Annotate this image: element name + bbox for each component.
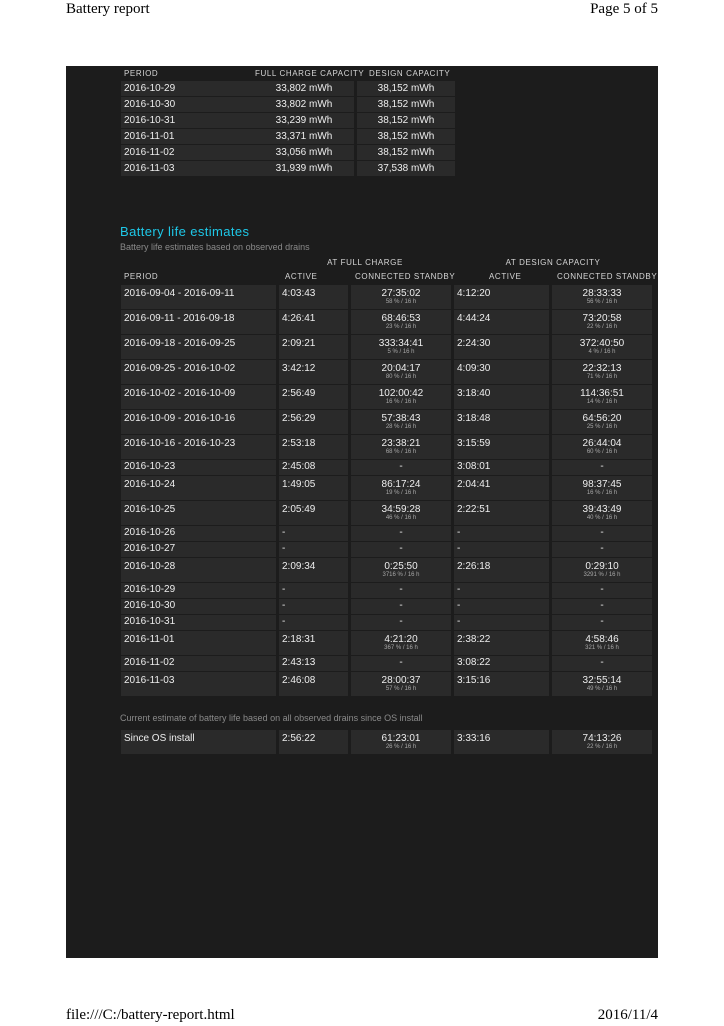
active-full-cell xyxy=(279,656,348,671)
active-full-cell xyxy=(279,631,348,655)
standby-full-cell xyxy=(351,672,451,696)
active-full-cell xyxy=(279,615,348,630)
standby-full-value: 86:17:24 xyxy=(381,479,421,490)
standby-full-percent: 16 % / 16 h xyxy=(385,399,417,405)
period-cell: 2016-10-29 xyxy=(121,81,254,96)
table-row xyxy=(121,335,652,359)
standby-design-value: 98:37:45 xyxy=(582,479,622,490)
active-full-value: 2:09:34 xyxy=(282,561,316,572)
table-row xyxy=(121,310,652,334)
period-cell xyxy=(121,526,276,541)
standby-design-value: - xyxy=(600,527,604,538)
full-charge-cell: 33,371 mWh xyxy=(254,129,354,144)
period-text: 2016-10-02 - 2016-10-09 xyxy=(124,388,236,399)
period-text: 2016-10-24 xyxy=(124,479,176,490)
col-active-full: ACTIVE xyxy=(285,272,318,281)
standby-full-cell xyxy=(351,385,451,409)
col-design-capacity: DESIGN CAPACITY xyxy=(369,69,451,78)
standby-design-percent: 22 % / 16 h xyxy=(586,324,618,330)
active-design-cell xyxy=(454,526,549,541)
period-text: Since OS install xyxy=(124,733,195,744)
active-full-value: - xyxy=(282,616,286,627)
group-at-full-charge: AT FULL CHARGE xyxy=(327,258,403,267)
standby-full-cell xyxy=(351,730,451,754)
period-text: 2016-11-02 xyxy=(124,657,175,668)
standby-design-value: 39:43:49 xyxy=(582,504,622,515)
standby-full-cell xyxy=(351,410,451,434)
standby-design-cell xyxy=(552,360,652,384)
standby-full-value: 34:59:28 xyxy=(381,504,421,515)
active-full-cell xyxy=(279,672,348,696)
period-cell xyxy=(121,558,276,582)
col-standby-design: CONNECTED STANDBY xyxy=(557,272,658,281)
period-text: 2016-10-26 xyxy=(124,527,176,538)
table-row xyxy=(121,656,652,671)
standby-full-cell xyxy=(351,285,451,309)
col-period: PERIOD xyxy=(124,69,159,78)
active-design-value: 4:12:20 xyxy=(457,288,491,299)
capacity-history-table xyxy=(121,66,456,177)
table-row xyxy=(121,285,652,309)
table-row xyxy=(121,460,652,475)
standby-full-cell xyxy=(351,360,451,384)
active-full-cell xyxy=(279,410,348,434)
full-charge-cell: 33,802 mWh xyxy=(254,97,354,112)
print-header xyxy=(0,0,724,20)
standby-design-value: 26:44:04 xyxy=(582,438,622,449)
standby-design-percent: 22 % / 16 h xyxy=(586,744,618,750)
period-text: 2016-11-01 xyxy=(124,634,175,645)
active-full-cell xyxy=(279,385,348,409)
table-row xyxy=(121,615,652,630)
full-charge-cell: 33,239 mWh xyxy=(254,113,354,128)
file-url: file:///C:/battery-report.html xyxy=(66,1007,235,1023)
standby-design-cell xyxy=(552,460,652,475)
active-design-cell xyxy=(454,285,549,309)
active-design-cell xyxy=(454,542,549,557)
standby-full-value: 23:38:21 xyxy=(381,438,421,449)
standby-design-value: 28:33:33 xyxy=(582,288,622,299)
standby-design-cell xyxy=(552,526,652,541)
standby-design-value: 73:20:58 xyxy=(582,313,622,324)
section-title: Battery life estimates xyxy=(120,224,250,239)
standby-design-value: - xyxy=(600,461,604,472)
standby-design-cell xyxy=(552,615,652,630)
period-cell xyxy=(121,360,276,384)
table-row xyxy=(121,583,652,598)
table-row xyxy=(121,558,652,582)
active-design-value: 3:15:59 xyxy=(457,438,491,449)
standby-design-cell xyxy=(552,656,652,671)
standby-full-value: 27:35:02 xyxy=(381,288,421,299)
table-row xyxy=(121,81,456,96)
standby-full-value: 333:34:41 xyxy=(378,338,424,349)
active-full-value: 2:09:21 xyxy=(282,338,316,349)
table-row xyxy=(121,360,652,384)
active-full-cell xyxy=(279,460,348,475)
period-cell: 2016-10-31 xyxy=(121,113,254,128)
active-full-cell xyxy=(279,526,348,541)
period-cell xyxy=(121,631,276,655)
table-row xyxy=(121,730,652,754)
standby-design-percent: 40 % / 16 h xyxy=(586,515,618,521)
active-full-cell xyxy=(279,599,348,614)
table-row xyxy=(121,410,652,434)
standby-full-cell xyxy=(351,631,451,655)
active-design-value: 2:24:30 xyxy=(457,338,491,349)
active-full-value: 2:56:49 xyxy=(282,388,316,399)
active-design-value: 2:38:22 xyxy=(457,634,491,645)
period-text: 2016-09-11 - 2016-09-18 xyxy=(124,313,235,324)
period-cell xyxy=(121,672,276,696)
period-cell xyxy=(121,285,276,309)
active-design-cell xyxy=(454,476,549,500)
active-design-value: 3:15:16 xyxy=(457,675,491,686)
standby-design-percent: 16 % / 16 h xyxy=(586,490,618,496)
active-full-cell xyxy=(279,435,348,459)
standby-full-cell xyxy=(351,476,451,500)
standby-full-cell xyxy=(351,656,451,671)
standby-design-cell xyxy=(552,310,652,334)
active-design-cell xyxy=(454,558,549,582)
standby-full-percent: 28 % / 16 h xyxy=(385,424,417,430)
standby-design-percent: 56 % / 16 h xyxy=(586,299,618,305)
active-full-value: - xyxy=(282,600,286,611)
standby-full-cell xyxy=(351,501,451,525)
active-full-value: 2:53:18 xyxy=(282,438,316,449)
table-row xyxy=(121,672,652,696)
os-estimate-note: Current estimate of battery life based on all observed drains since OS install xyxy=(120,713,423,723)
table-row xyxy=(121,599,652,614)
table-row xyxy=(121,501,652,525)
print-date: 2016/11/4 xyxy=(597,1007,658,1023)
standby-design-cell xyxy=(552,672,652,696)
active-full-value: 2:45:08 xyxy=(282,461,316,472)
period-cell xyxy=(121,542,276,557)
period-cell xyxy=(121,615,276,630)
period-text: 2016-11-03 xyxy=(124,675,175,686)
table-row xyxy=(121,476,652,500)
active-design-cell xyxy=(454,730,549,754)
active-design-cell xyxy=(454,310,549,334)
period-text: 2016-09-25 - 2016-10-02 xyxy=(124,363,236,374)
standby-design-value: 0:29:10 xyxy=(585,561,619,572)
standby-full-value: 28:00:37 xyxy=(381,675,421,686)
active-full-cell xyxy=(279,558,348,582)
period-cell: 2016-10-30 xyxy=(121,97,254,112)
active-full-cell xyxy=(279,730,348,754)
standby-full-value: 68:46:53 xyxy=(381,313,421,324)
active-design-cell xyxy=(454,672,549,696)
period-text: 2016-10-31 xyxy=(124,616,176,627)
full-charge-cell: 31,939 mWh xyxy=(254,161,354,176)
active-design-cell xyxy=(454,583,549,598)
active-full-cell xyxy=(279,285,348,309)
standby-design-cell xyxy=(552,501,652,525)
active-design-value: 2:22:51 xyxy=(457,504,491,515)
col-active-design: ACTIVE xyxy=(489,272,522,281)
standby-full-percent: 58 % / 16 h xyxy=(385,299,417,305)
col-standby-full: CONNECTED STANDBY xyxy=(355,272,456,281)
active-design-value: 2:04:41 xyxy=(457,479,491,490)
standby-design-value: - xyxy=(600,543,604,554)
standby-design-percent: 321 % / 16 h xyxy=(585,645,619,651)
design-capacity-cell: 38,152 mWh xyxy=(357,145,455,160)
standby-design-percent: 4 % / 16 h xyxy=(588,349,616,355)
standby-full-value: - xyxy=(399,657,403,668)
active-full-value: 2:56:29 xyxy=(282,413,316,424)
period-cell xyxy=(121,385,276,409)
active-full-cell xyxy=(279,501,348,525)
period-cell xyxy=(121,583,276,598)
active-full-value: - xyxy=(282,527,286,538)
standby-design-cell xyxy=(552,542,652,557)
standby-full-percent: 23 % / 16 h xyxy=(385,324,417,330)
standby-full-value: 57:38:43 xyxy=(381,413,421,424)
standby-full-cell xyxy=(351,615,451,630)
period-cell xyxy=(121,335,276,359)
standby-design-cell xyxy=(552,558,652,582)
full-charge-cell: 33,802 mWh xyxy=(254,81,354,96)
standby-design-cell xyxy=(552,583,652,598)
active-design-cell xyxy=(454,656,549,671)
active-full-cell xyxy=(279,542,348,557)
active-design-value: - xyxy=(457,527,461,538)
period-text: 2016-10-09 - 2016-10-16 xyxy=(124,413,236,424)
period-text: 2016-10-16 - 2016-10-23 xyxy=(124,438,236,449)
table-row xyxy=(121,97,456,112)
col-period: PERIOD xyxy=(124,272,159,281)
period-text: 2016-10-27 xyxy=(124,543,176,554)
table-row xyxy=(121,542,652,557)
standby-design-value: - xyxy=(600,657,604,668)
standby-design-value: 372:40:50 xyxy=(579,338,625,349)
report-title: Battery report xyxy=(66,1,150,17)
active-full-cell xyxy=(279,476,348,500)
period-cell xyxy=(121,501,276,525)
active-full-cell xyxy=(279,310,348,334)
table-row xyxy=(121,145,456,160)
standby-design-value: 74:13:26 xyxy=(582,733,622,744)
period-cell xyxy=(121,460,276,475)
standby-full-percent: 68 % / 16 h xyxy=(385,449,417,455)
active-full-value: - xyxy=(282,543,286,554)
standby-design-percent: 71 % / 16 h xyxy=(586,374,618,380)
standby-full-cell xyxy=(351,460,451,475)
period-cell xyxy=(121,435,276,459)
standby-design-value: 4:58:46 xyxy=(585,634,619,645)
standby-design-value: 22:32:13 xyxy=(582,363,622,374)
period-cell: 2016-11-02 xyxy=(121,145,254,160)
standby-full-value: - xyxy=(399,527,403,538)
table-row xyxy=(121,435,652,459)
standby-design-value: 114:36:51 xyxy=(580,388,624,399)
active-full-value: 4:26:41 xyxy=(282,313,316,324)
standby-design-percent: 25 % / 16 h xyxy=(586,424,618,430)
standby-full-value: - xyxy=(399,616,403,627)
period-cell xyxy=(121,730,276,754)
active-design-value: - xyxy=(457,616,461,627)
active-design-value: 3:18:48 xyxy=(457,413,491,424)
standby-full-cell xyxy=(351,335,451,359)
standby-full-cell xyxy=(351,526,451,541)
page-number: Page 5 of 5 xyxy=(590,1,658,17)
standby-design-cell xyxy=(552,335,652,359)
standby-design-cell xyxy=(552,476,652,500)
standby-design-value: - xyxy=(600,584,604,595)
active-full-value: 2:43:13 xyxy=(282,657,316,668)
active-design-cell xyxy=(454,435,549,459)
standby-design-percent: 3291 % / 16 h xyxy=(583,572,621,578)
active-full-cell xyxy=(279,583,348,598)
active-design-cell xyxy=(454,335,549,359)
standby-full-value: 102:00:42 xyxy=(378,388,424,399)
standby-design-cell xyxy=(552,730,652,754)
standby-design-cell xyxy=(552,285,652,309)
period-cell xyxy=(121,310,276,334)
standby-full-percent: 19 % / 16 h xyxy=(385,490,417,496)
standby-full-percent: 26 % / 16 h xyxy=(385,744,417,750)
period-cell xyxy=(121,656,276,671)
table-row xyxy=(121,526,652,541)
design-capacity-cell: 38,152 mWh xyxy=(357,129,455,144)
standby-full-cell xyxy=(351,542,451,557)
period-text: 2016-10-28 xyxy=(124,561,176,572)
active-full-value: 3:42:12 xyxy=(282,363,316,374)
since-os-install-table xyxy=(121,730,652,755)
standby-design-percent: 60 % / 16 h xyxy=(586,449,618,455)
standby-full-value: 61:23:01 xyxy=(381,733,421,744)
active-design-value: 4:44:24 xyxy=(457,313,491,324)
standby-design-cell xyxy=(552,385,652,409)
period-cell xyxy=(121,476,276,500)
active-full-value: 1:49:05 xyxy=(282,479,316,490)
period-cell: 2016-11-03 xyxy=(121,161,254,176)
active-design-cell xyxy=(454,615,549,630)
standby-full-value: - xyxy=(399,600,403,611)
design-capacity-cell: 37,538 mWh xyxy=(357,161,455,176)
standby-design-cell xyxy=(552,410,652,434)
active-design-cell xyxy=(454,410,549,434)
active-full-cell xyxy=(279,335,348,359)
period-text: 2016-09-18 - 2016-09-25 xyxy=(124,338,236,349)
capacity-table-header xyxy=(121,66,456,81)
standby-full-percent: 367 % / 16 h xyxy=(384,645,418,651)
period-cell xyxy=(121,599,276,614)
battery-life-table xyxy=(121,285,652,697)
section-subtitle: Battery life estimates based on observed drains xyxy=(120,242,310,252)
active-full-value: 4:03:43 xyxy=(282,288,316,299)
period-text: 2016-10-29 xyxy=(124,584,176,595)
active-design-value: - xyxy=(457,584,461,595)
active-full-value: 2:05:49 xyxy=(282,504,316,515)
design-capacity-cell: 38,152 mWh xyxy=(357,113,455,128)
table-row xyxy=(121,161,456,176)
active-full-value: 2:56:22 xyxy=(282,733,316,744)
active-full-cell xyxy=(279,360,348,384)
standby-full-value: - xyxy=(399,543,403,554)
standby-design-value: 32:55:14 xyxy=(582,675,622,686)
table-row xyxy=(121,385,652,409)
design-capacity-cell: 38,152 mWh xyxy=(357,97,455,112)
active-design-value: 3:33:16 xyxy=(457,733,491,744)
active-design-value: 3:08:01 xyxy=(457,461,491,472)
standby-full-percent: 46 % / 16 h xyxy=(385,515,417,521)
period-cell xyxy=(121,410,276,434)
active-design-cell xyxy=(454,501,549,525)
active-design-cell xyxy=(454,460,549,475)
table-row xyxy=(121,113,456,128)
standby-full-percent: 3716 % / 16 h xyxy=(382,572,420,578)
active-design-cell xyxy=(454,631,549,655)
standby-full-cell xyxy=(351,558,451,582)
standby-design-percent: 14 % / 16 h xyxy=(586,399,618,405)
standby-full-cell xyxy=(351,599,451,614)
full-charge-cell: 33,056 mWh xyxy=(254,145,354,160)
standby-full-value: 20:04:17 xyxy=(381,363,421,374)
standby-full-percent: 80 % / 16 h xyxy=(385,374,417,380)
design-capacity-cell: 38,152 mWh xyxy=(357,81,455,96)
active-design-value: 2:26:18 xyxy=(457,561,491,572)
active-full-value: 2:46:08 xyxy=(282,675,316,686)
active-design-value: 4:09:30 xyxy=(457,363,491,374)
standby-design-value: - xyxy=(600,600,604,611)
standby-design-cell xyxy=(552,435,652,459)
period-text: 2016-10-23 xyxy=(124,461,176,472)
standby-design-value: 64:56:20 xyxy=(582,413,622,424)
table-row xyxy=(121,129,456,144)
standby-full-percent: 57 % / 16 h xyxy=(385,686,417,692)
standby-full-value: 0:25:50 xyxy=(384,561,418,572)
standby-design-cell xyxy=(552,631,652,655)
standby-full-cell xyxy=(351,310,451,334)
active-design-value: 3:18:40 xyxy=(457,388,491,399)
standby-full-value: - xyxy=(399,461,403,472)
active-design-cell xyxy=(454,385,549,409)
print-footer xyxy=(0,1006,724,1026)
period-text: 2016-09-04 - 2016-09-11 xyxy=(124,288,235,299)
standby-design-cell xyxy=(552,599,652,614)
period-text: 2016-10-30 xyxy=(124,600,176,611)
col-full-charge-capacity: FULL CHARGE CAPACITY xyxy=(255,69,365,78)
active-design-cell xyxy=(454,360,549,384)
group-at-design-capacity: AT DESIGN CAPACITY xyxy=(505,258,601,267)
standby-full-percent: 5 % / 16 h xyxy=(387,349,415,355)
active-design-value: - xyxy=(457,600,461,611)
active-full-value: - xyxy=(282,584,286,595)
standby-design-value: - xyxy=(600,616,604,627)
period-text: 2016-10-25 xyxy=(124,504,176,515)
standby-full-cell xyxy=(351,583,451,598)
table-row xyxy=(121,631,652,655)
report-page xyxy=(66,66,658,958)
period-cell: 2016-11-01 xyxy=(121,129,254,144)
active-full-value: 2:18:31 xyxy=(282,634,316,645)
standby-full-cell xyxy=(351,435,451,459)
active-design-value: - xyxy=(457,543,461,554)
active-design-cell xyxy=(454,599,549,614)
standby-design-percent: 49 % / 16 h xyxy=(586,686,618,692)
standby-full-value: - xyxy=(399,584,403,595)
standby-full-value: 4:21:20 xyxy=(384,634,418,645)
active-design-value: 3:08:22 xyxy=(457,657,491,668)
